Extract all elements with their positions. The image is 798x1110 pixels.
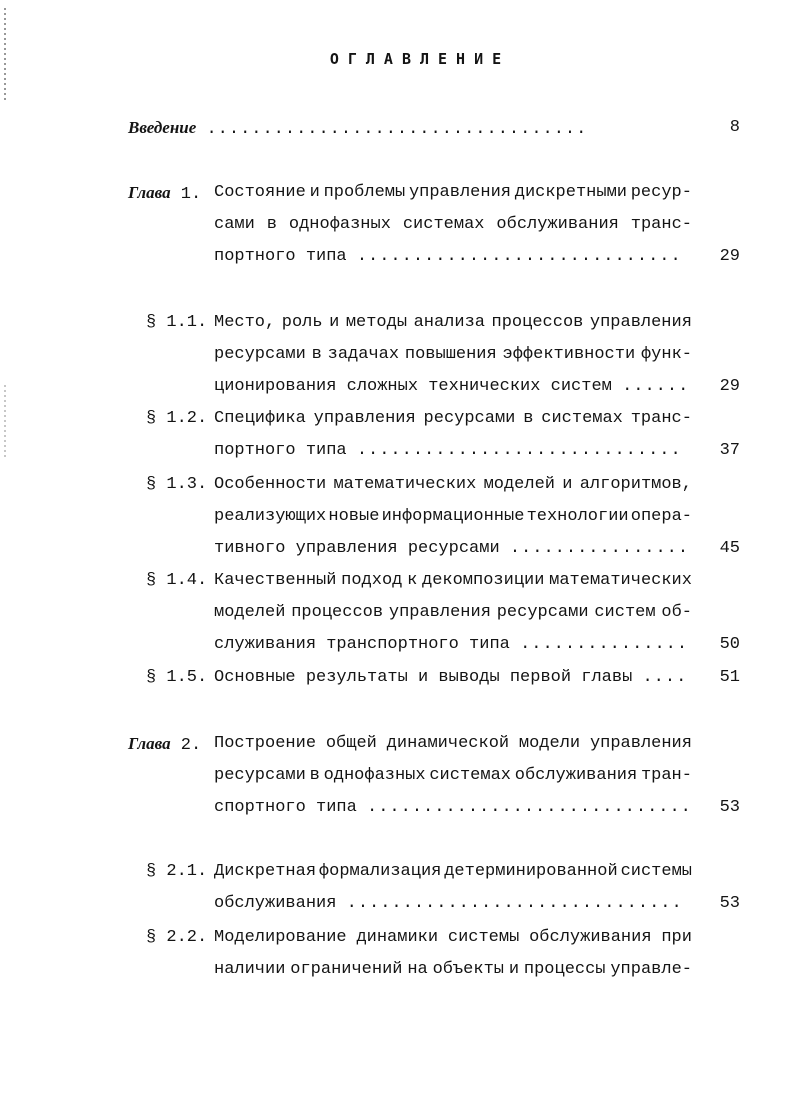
chapter-number: 2.: [180, 736, 202, 755]
section-number: § 2.1.: [146, 862, 208, 881]
scan-artifact: [4, 385, 6, 460]
chapter-2-title-line[interactable]: ресурсами в однофазных системах обслуживания тран-: [214, 766, 692, 785]
intro-label: Введение: [128, 118, 197, 137]
leader-dots: ................: [509, 539, 690, 558]
section-1-2-title-line[interactable]: портного типа .............................: [214, 441, 682, 460]
section-1-3-title-line[interactable]: Особенности математических моделей и алгоритмов,: [214, 475, 692, 494]
section-1-1-title-line[interactable]: ресурсами в задачах повышения эффективности функ-: [214, 345, 692, 364]
leader-dots: ..................................: [206, 120, 588, 139]
section-1-4-title-line[interactable]: служивания транспортного типа ...............: [214, 635, 689, 654]
toc-entry-intro[interactable]: [128, 116, 693, 140]
leader-dots: ....: [642, 668, 688, 687]
section-1-3-title-line[interactable]: реализующих новые информационные технологии опера-: [214, 507, 692, 526]
section-1-2-title-line[interactable]: Специфика управления ресурсами в системах транс-: [214, 409, 692, 428]
section-2-2-title-line[interactable]: наличии ограничений на объекты и процессы управле-: [214, 960, 692, 979]
chapter-2-heading: [128, 732, 201, 756]
page-number: 37: [719, 441, 740, 460]
section-1-4-title-line[interactable]: Качественный подход к декомпозиции математических: [214, 571, 692, 590]
chapter-2-title-line[interactable]: Построение общей динамической модели управления: [214, 734, 692, 753]
leader-dots: ..............................: [346, 894, 683, 913]
page-number: 29: [719, 377, 740, 396]
section-number: § 1.1.: [146, 313, 208, 332]
section-number: § 1.4.: [146, 571, 208, 590]
leader-dots: .............................: [367, 798, 692, 817]
section-1-3-title-line[interactable]: тивного управления ресурсами ................: [214, 539, 690, 558]
chapter-1-title-line[interactable]: портного типа .............................: [214, 247, 682, 266]
page-number: 8: [729, 118, 740, 137]
section-2-2-title-line[interactable]: Моделирование динамики системы обслуживания при: [214, 928, 692, 947]
page-number: 53: [719, 798, 740, 817]
page-number: 51: [719, 668, 740, 687]
leader-dots: .............................: [356, 441, 682, 460]
page-number: 53: [719, 894, 740, 913]
page-title: ОГЛАВЛЕНИЕ: [329, 50, 511, 68]
section-number: § 1.5.: [146, 668, 208, 687]
leader-dots: ......: [622, 377, 690, 396]
chapter-1-title-line[interactable]: сами в однофазных системах обслуживания транс-: [214, 215, 692, 234]
leader-dots: ...............: [520, 635, 689, 654]
page-number: 45: [719, 539, 740, 558]
chapter-label: Глава: [128, 183, 171, 202]
page-number: 50: [719, 635, 740, 654]
chapter-1-title-line[interactable]: Состояние и проблемы управления дискретными ресур-: [214, 183, 692, 202]
section-number: § 1.2.: [146, 409, 208, 428]
section-1-1-title-line[interactable]: ционирования сложных технических систем ......: [214, 377, 690, 396]
page-number: 29: [719, 247, 740, 266]
chapter-1-heading: [128, 181, 201, 205]
section-2-1-title-line[interactable]: обслуживания ..............................: [214, 894, 683, 913]
chapter-2-title-line[interactable]: спортного типа .............................: [214, 798, 692, 817]
section-number: § 1.3.: [146, 475, 208, 494]
section-2-1-title-line[interactable]: Дискретная формализация детерминированной системы: [214, 862, 692, 881]
section-1-1-title-line[interactable]: Место, роль и методы анализа процессов управления: [214, 313, 692, 332]
chapter-number: 1.: [180, 185, 202, 204]
chapter-label: Глава: [128, 734, 171, 753]
section-1-5-title-line[interactable]: Основные результаты и выводы первой главы ....: [214, 668, 688, 687]
section-number: § 2.2.: [146, 928, 208, 947]
section-1-4-title-line[interactable]: моделей процессов управления ресурсами систем об-: [214, 603, 692, 622]
leader-dots: .............................: [356, 247, 682, 266]
